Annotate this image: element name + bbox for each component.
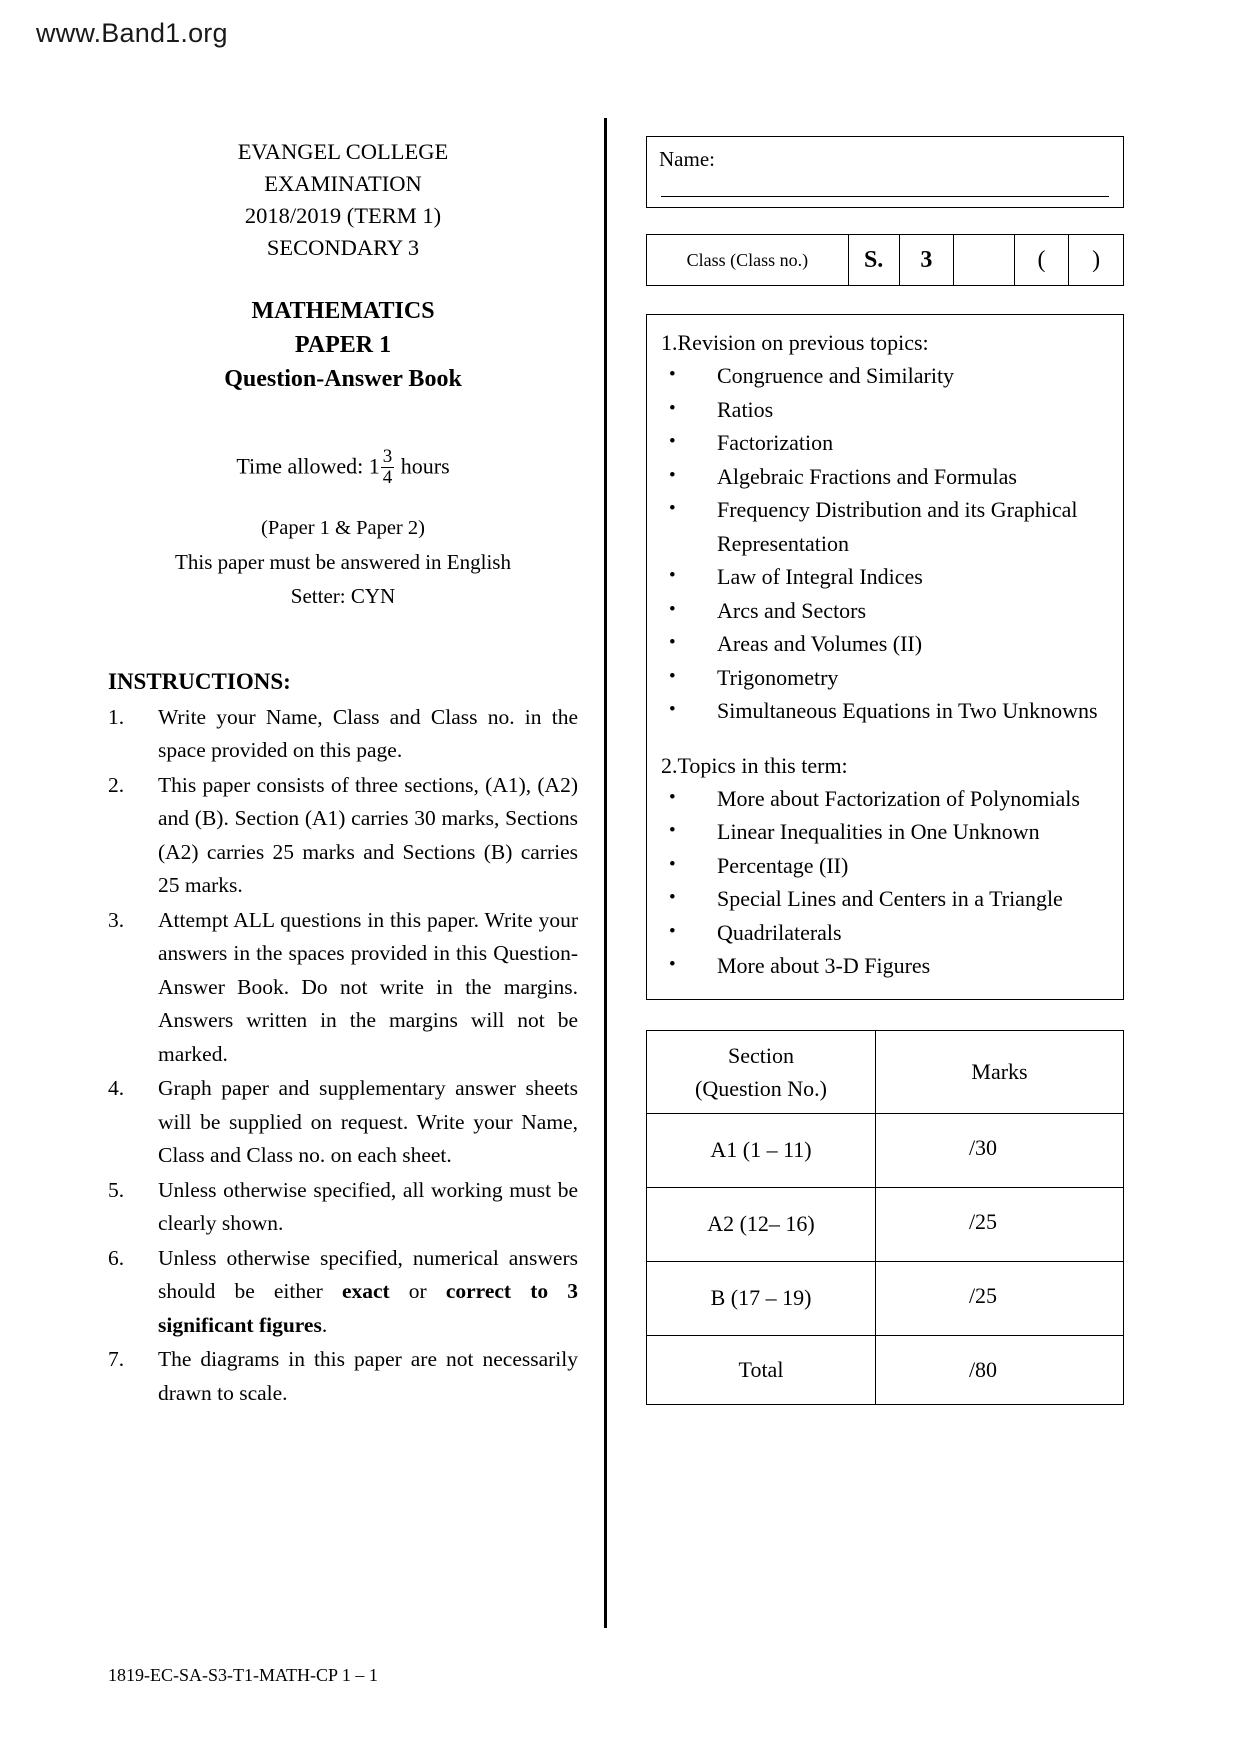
instruction-text: Unless otherwise specified, all working must be clearly shown. xyxy=(158,1177,578,1236)
marks-column-header: Marks xyxy=(876,1030,1124,1113)
time-whole-number: 1 xyxy=(368,453,380,479)
time-allowed-value xyxy=(369,448,396,489)
section-cell: A2 (12– 16) xyxy=(647,1187,876,1261)
instructions-list xyxy=(108,701,578,1411)
form-level: SECONDARY 3 xyxy=(266,235,420,260)
table-row xyxy=(647,1113,1124,1187)
topics-box xyxy=(646,314,1124,1000)
topic-label: Quadrilaterals xyxy=(717,919,842,945)
class-letter-input[interactable] xyxy=(954,235,1015,286)
term-topics-list xyxy=(661,782,1109,983)
table-header-row xyxy=(647,1030,1124,1113)
right-column xyxy=(646,136,1124,1405)
bullet-icon: • xyxy=(669,920,676,942)
class-field[interactable] xyxy=(646,234,1124,286)
list-item xyxy=(661,493,1109,560)
topics-spacer xyxy=(661,728,1109,750)
table-row xyxy=(647,235,1124,286)
instruction-item-5 xyxy=(108,1174,578,1241)
section-header-line1: Section xyxy=(728,1042,794,1068)
bullet-icon: • xyxy=(669,565,676,586)
time-allowed-label: Time allowed: xyxy=(236,453,364,479)
section-cell: B (17 – 19) xyxy=(647,1261,876,1335)
list-item xyxy=(661,661,1109,695)
time-fraction xyxy=(381,447,395,488)
table-row xyxy=(647,1187,1124,1261)
school-header xyxy=(108,136,578,264)
topic-label: Special Lines and Centers in a Triangle xyxy=(717,886,1063,911)
section-cell: A1 (1 – 11) xyxy=(647,1113,876,1187)
column-divider xyxy=(604,118,607,1628)
name-label: Name: xyxy=(659,147,715,171)
marks-cell[interactable]: /25 xyxy=(876,1261,1124,1335)
marks-cell[interactable]: /25 xyxy=(876,1187,1124,1261)
term-topics-heading: 2.Topics in this term: xyxy=(661,752,848,778)
revision-topics-list xyxy=(661,359,1109,728)
topic-label: Arcs and Sectors xyxy=(717,597,867,623)
topic-label: Linear Inequalities in One Unknown xyxy=(717,819,1040,844)
name-field[interactable] xyxy=(646,136,1124,208)
language-note: This paper must be answered in English xyxy=(175,549,511,574)
instruction-item-3 xyxy=(108,904,578,1072)
paper-number: PAPER 1 xyxy=(294,332,392,358)
list-item xyxy=(661,359,1109,393)
subject-title: MATHEMATICS xyxy=(251,298,435,324)
instruction-text: Attempt ALL questions in this paper. Write your answers in the spaces provided in this Question-Answer Book. Do not write in the margins. Answers written in the margins will not be marked. xyxy=(158,907,578,1066)
class-prefix: S. xyxy=(848,235,899,286)
list-item xyxy=(661,949,1109,983)
list-item xyxy=(661,782,1109,816)
section-column-header xyxy=(647,1030,876,1113)
list-item xyxy=(661,594,1109,628)
academic-year: 2018/2019 (TERM 1) xyxy=(244,203,442,228)
instruction6-prefix: Unless otherwise specified, numerical answers should be either xyxy=(158,1245,578,1304)
list-item xyxy=(661,560,1109,594)
topic-label: Frequency Distribution and its Graphical Representation xyxy=(717,497,1078,556)
instruction6-bold-sigfig: correct to 3 significant figures xyxy=(158,1279,578,1337)
instruction-number: 1. xyxy=(108,704,125,729)
instruction-item-1 xyxy=(108,701,578,768)
time-unit: hours xyxy=(400,453,450,479)
list-item xyxy=(661,815,1109,849)
school-name: EVANGEL COLLEGE xyxy=(237,139,449,164)
instruction-text: This paper consists of three sections, (A1), (A2) and (B). Section (A1) carries 30 marks, Sections (A2) carries 25 marks and Sections (B) carries 25 marks. xyxy=(158,772,578,898)
revision-topics-heading: 1.Revision on previous topics: xyxy=(661,330,929,355)
book-type: Question-Answer Book xyxy=(224,366,462,392)
bullet-icon: • xyxy=(669,431,676,452)
bullet-icon: • xyxy=(669,954,676,975)
paper-title xyxy=(108,294,578,396)
topic-label: Factorization xyxy=(717,430,834,455)
setter-note: Setter: CYN xyxy=(290,583,396,608)
list-item xyxy=(661,460,1109,494)
instruction-item-6 xyxy=(108,1242,578,1343)
instruction-text: Write your Name, Class and Class no. in the space provided on this page. xyxy=(158,704,578,763)
instruction-number: 5. xyxy=(108,1177,125,1202)
fraction-numerator: 3 xyxy=(382,446,393,467)
name-writing-line xyxy=(661,196,1109,197)
bullet-icon: • xyxy=(669,699,676,720)
list-item xyxy=(661,916,1109,950)
bullet-icon: • xyxy=(669,887,676,908)
instruction-number: 7. xyxy=(108,1347,125,1372)
class-number-input[interactable]: ) xyxy=(1069,235,1124,286)
instruction-number: 3. xyxy=(108,907,125,932)
marks-cell[interactable]: /30 xyxy=(876,1113,1124,1187)
class-level: 3 xyxy=(899,235,954,286)
topic-label: Simultaneous Equations in Two Unknowns xyxy=(717,698,1098,723)
instruction-number: 6. xyxy=(108,1245,125,1270)
topic-label: Ratios xyxy=(717,396,774,422)
instruction-item-4 xyxy=(108,1072,578,1173)
table-row xyxy=(647,1335,1124,1404)
topic-label: Algebraic Fractions and Formulas xyxy=(717,463,1017,489)
list-item xyxy=(661,426,1109,460)
list-item xyxy=(661,882,1109,916)
topic-label: More about 3-D Figures xyxy=(717,953,931,978)
marks-cell-total[interactable]: /80 xyxy=(876,1335,1124,1404)
bullet-icon: • xyxy=(669,665,676,687)
bullet-icon: • xyxy=(669,786,676,808)
instruction-item-7 xyxy=(108,1343,578,1410)
left-column xyxy=(108,136,578,1411)
list-item xyxy=(661,849,1109,883)
list-item xyxy=(661,627,1109,661)
section-header-line2: (Question No.) xyxy=(695,1075,827,1101)
topic-label: More about Factorization of Polynomials xyxy=(717,785,1080,811)
instruction-number: 4. xyxy=(108,1076,125,1101)
site-watermark: www.Band1.org xyxy=(36,18,228,48)
bullet-icon: • xyxy=(669,598,676,620)
instruction6-bold-exact: exact xyxy=(341,1279,390,1304)
instruction-text: Graph paper and supplementary answer sheets will be supplied on request. Write your Name, Class and Class no. on each sheet. xyxy=(158,1076,578,1168)
topic-label: Trigonometry xyxy=(717,664,839,690)
time-allowed-line xyxy=(108,448,578,489)
topic-label: Law of Integral Indices xyxy=(717,564,923,589)
instruction-item-2 xyxy=(108,769,578,903)
bullet-icon: • xyxy=(669,632,676,653)
marks-table xyxy=(646,1030,1124,1405)
bullet-icon: • xyxy=(669,397,676,419)
instruction-number: 2. xyxy=(108,772,125,797)
bullet-icon: • xyxy=(669,464,676,486)
instruction-text xyxy=(158,1242,578,1343)
class-label: Class (Class no.) xyxy=(647,235,849,286)
fraction-denominator: 4 xyxy=(382,466,393,488)
bullet-icon: • xyxy=(669,820,676,841)
exam-word: EXAMINATION xyxy=(264,171,422,196)
topic-label: Percentage (II) xyxy=(717,852,849,878)
topic-label: Areas and Volumes (II) xyxy=(717,631,923,656)
instructions-heading: INSTRUCTIONS: xyxy=(108,668,291,694)
instruction-text: The diagrams in this paper are not necessarily drawn to scale. xyxy=(158,1347,578,1405)
instruction6-middle: or xyxy=(389,1279,446,1304)
list-item xyxy=(661,393,1109,427)
bullet-icon: • xyxy=(669,364,676,385)
table-row xyxy=(647,1261,1124,1335)
instruction6-suffix: . xyxy=(321,1312,328,1337)
bullet-icon: • xyxy=(669,853,676,875)
bullet-icon: • xyxy=(669,498,676,519)
list-item xyxy=(661,694,1109,728)
papers-note: (Paper 1 & Paper 2) xyxy=(261,516,425,539)
section-cell-total: Total xyxy=(647,1335,876,1404)
topic-label: Congruence and Similarity xyxy=(717,363,955,388)
page-footer-code: 1819-EC-SA-S3-T1-MATH-CP 1 – 1 xyxy=(108,1665,378,1685)
open-paren: ( xyxy=(1014,235,1069,286)
